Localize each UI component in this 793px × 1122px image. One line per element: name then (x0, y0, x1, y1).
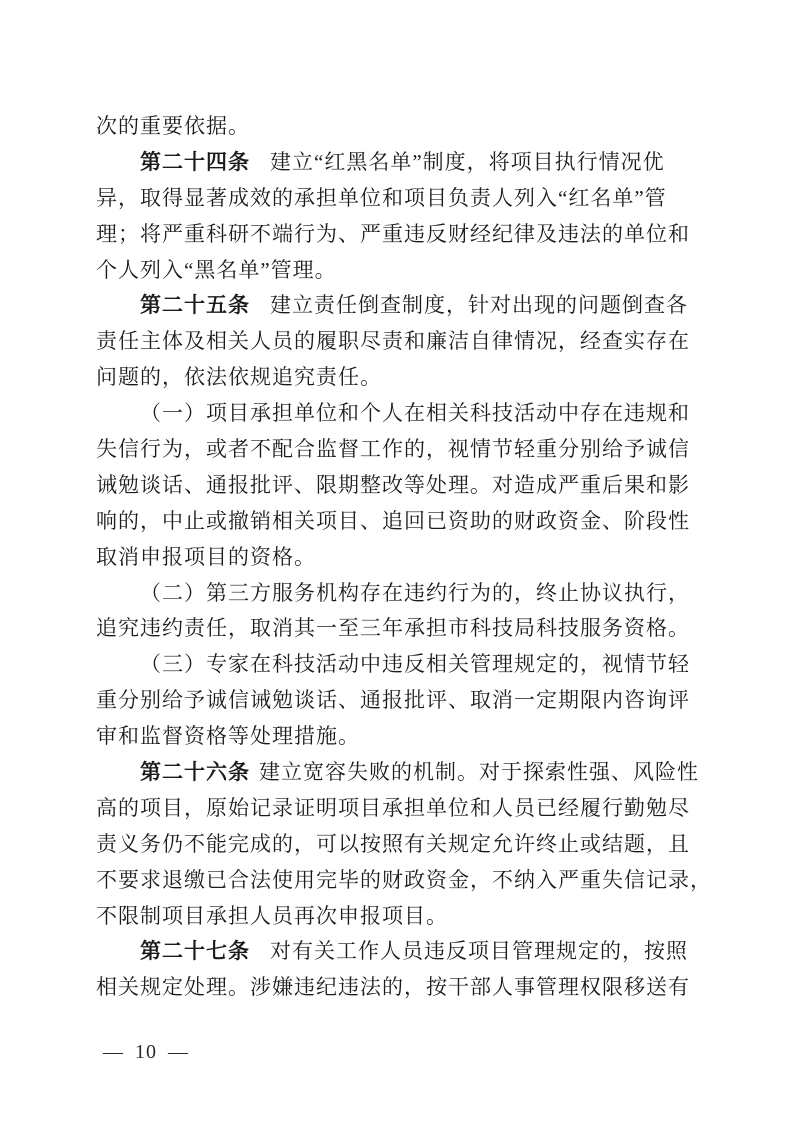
body-text: 建立“红黑名单”制度，将项目执行情况优 (270, 149, 665, 174)
text-line (96, 217, 716, 253)
body-text: （一）项目承担单位和个人在相关科技活动中存在违规和 (140, 401, 690, 426)
body-text: 响的，中止或撤销相关项目、追回已资助的财政资金、阶段性 (96, 508, 690, 533)
text-line (96, 827, 716, 863)
body-text: 建立宽容失败的机制。对于探索性强、风险性 (259, 760, 699, 785)
text-line (96, 791, 716, 827)
text-line (96, 468, 716, 504)
text-line (96, 899, 716, 935)
body-text: 责义务仍不能完成的，可以按照有关规定允许终止或结题，且 (96, 831, 690, 856)
text-line (96, 253, 716, 289)
article-number: 第二十七条 (140, 940, 250, 964)
body-text: 个人列入“黑名单”管理。 (96, 257, 337, 282)
text-line (96, 360, 716, 396)
text-line (96, 934, 716, 970)
body-text: 不限制项目承担人员再次申报项目。 (96, 903, 448, 928)
footer-dash-right: — (168, 1041, 189, 1063)
text-line (96, 504, 716, 540)
text-line (96, 576, 716, 612)
text-line (96, 611, 716, 647)
footer-dash-left: — (103, 1041, 124, 1063)
body-text: 对有关工作人员违反项目管理规定的，按照 (270, 939, 688, 964)
text-line (96, 755, 716, 791)
body-text: 建立责任倒查制度，针对出现的问题倒查各 (270, 293, 688, 318)
body-text: （二）第三方服务机构存在违约行为的，终止协议执行， (140, 580, 690, 605)
body-text: 异，取得显著成效的承担单位和项目负责人列入“红名单”管 (96, 185, 667, 210)
text-line (96, 647, 716, 683)
article-number: 第二十四条 (140, 150, 250, 174)
text-line (96, 288, 716, 324)
body-text: 失信行为，或者不配合监督工作的，视情节轻重分别给予诚信 (96, 437, 690, 462)
body-text: 理；将严重科研不端行为、严重违反财经纪律及违法的单位和 (96, 221, 690, 246)
page-number: 10 (135, 1041, 157, 1063)
text-line (96, 432, 716, 468)
body-text: 诫勉谈话、通报批评、限期整改等处理。对造成严重后果和影 (96, 472, 690, 497)
body-text: 问题的，依法依规追究责任。 (96, 365, 382, 390)
body-text: 重分别给予诚信诫勉谈话、通报批评、取消一定期限内咨询评 (96, 688, 690, 713)
body-text: 高的项目，原始记录证明项目承担单位和人员已经履行勤勉尽 (96, 795, 690, 820)
text-line (96, 970, 716, 1006)
body-text: 次的重要依据。 (96, 114, 250, 138)
text-line (96, 719, 716, 755)
body-text: 不要求退缴已合法使用完毕的财政资金，不纳入严重失信记录， (96, 867, 712, 892)
text-line (96, 683, 716, 719)
page-footer (103, 1039, 189, 1065)
text-line (96, 324, 716, 360)
text-line (96, 863, 716, 899)
body-text: 审和监督资格等处理措施。 (96, 724, 360, 749)
body-text: 相关规定处理。涉嫌违纪违法的，按干部人事管理权限移送有 (96, 975, 690, 1000)
body-text: 取消申报项目的资格。 (96, 544, 316, 569)
body-text: 责任主体及相关人员的履职尽责和廉洁自律情况，经查实存在 (96, 329, 690, 354)
article-number: 第二十五条 (140, 294, 250, 318)
text-line (96, 145, 716, 181)
body-text: 追究违约责任，取消其一至三年承担市科技局科技服务资格。 (96, 616, 690, 641)
body-text: （三）专家在科技活动中违反相关管理规定的，视情节轻 (140, 652, 690, 677)
text-line (96, 540, 716, 576)
article-number: 第二十六条 (140, 761, 250, 785)
text-line (96, 109, 716, 145)
text-line (96, 181, 716, 217)
text-line (96, 396, 716, 432)
document-body (96, 109, 716, 1006)
